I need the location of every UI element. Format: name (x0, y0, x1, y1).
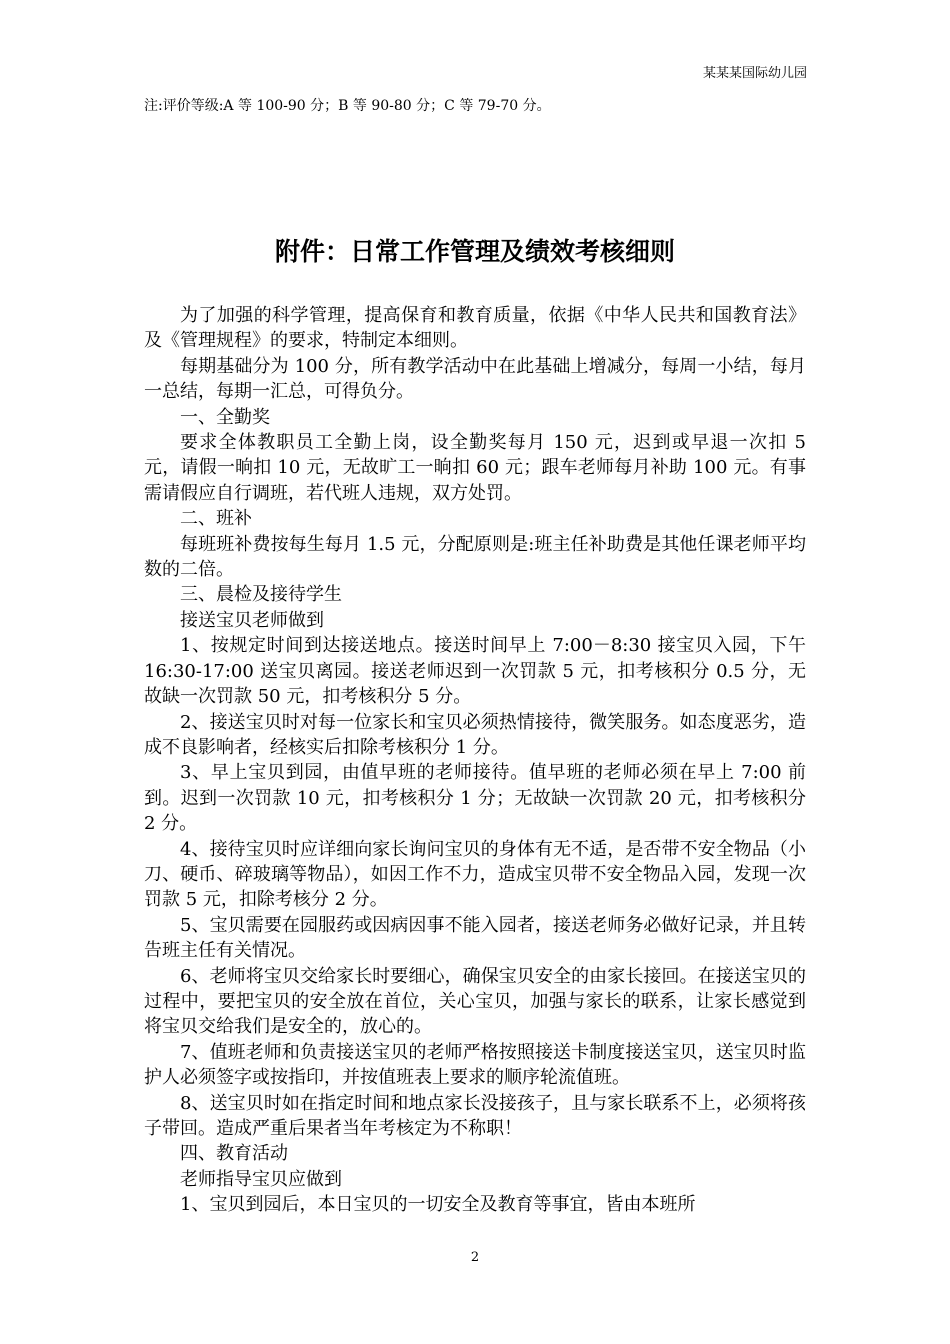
section-heading: 四、教育活动 (180, 1143, 288, 1165)
body-paragraph: 1、按规定时间到达接送地点。接送时间早上 7:00－8:30 接宝贝入园，下午 16:30-17:00 送宝贝离园。接送老师迟到一次罚款 5 元，扣考核积分 0.5 分，无故缺一次罚款 50 元，扣考核积分 5 分。 (144, 635, 806, 708)
body-paragraph: 7、值班老师和负责接送宝贝的老师严格按照接送卡制度接送宝贝，送宝贝时监护人必须签字或按指印，并按值班表上要求的顺序轮流值班。 (144, 1041, 806, 1089)
body-paragraph: 3、早上宝贝到园，由值早班的老师接待。值早班的老师必须在早上 7:00 前到。迟到一次罚款 10 元，扣考核积分 1 分；无故缺一次罚款 20 元，扣考核积分 2 分。 (144, 762, 806, 835)
body-paragraph: 6、老师将宝贝交给家长时要细心，确保宝贝安全的由家长接回。在接送宝贝的过程中，要把宝贝的安全放在首位，关心宝贝，加强与家长的联系，让家长感觉到将宝贝交给我们是安全的，放心的。 (144, 965, 806, 1038)
grading-note: 注:评价等级:A 等 100-90 分；B 等 90-80 分；C 等 79-70 分。 (144, 98, 551, 114)
header-organization: 某某某国际幼儿园 (702, 66, 807, 81)
body-paragraph: 为了加强的科学管理，提高保育和教育质量，依据《中华人民共和国教育法》及《管理规程》的要求，特制定本细则。 (144, 305, 806, 352)
subsection-heading: 老师指导宝贝应做到 (180, 1168, 342, 1190)
document-title: 附件：日常工作管理及绩效考核细则 (274, 237, 675, 266)
body-paragraph: 4、接待宝贝时应详细向家长询问宝贝的身体有无不适，是否带不安全物品（小刀、硬币、碎玻璃等物品），如因工作不力，造成宝贝带不安全物品入园，发现一次罚款 5 元，扣除考核分 2 分。 (144, 838, 806, 911)
document-body (144, 303, 806, 1218)
body-paragraph: 2、接送宝贝时对每一位家长和宝贝必须热情接待，微笑服务。如态度恶劣，造成不良影响者，经核实后扣除考核积分 1 分。 (144, 711, 806, 758)
body-paragraph: 8、送宝贝时如在指定时间和地点家长没接孩子，且与家长联系不上，必须将孩子带回。造成严重后果者当年考核定为不称职！ (144, 1092, 806, 1139)
body-paragraph: 1、宝贝到园后，本日宝贝的一切安全及教育等事宜，皆由本班所 (180, 1194, 696, 1216)
body-paragraph: 5、宝贝需要在园服药或因病因事不能入园者，接送老师务必做好记录，并且转告班主任有关情况。 (144, 914, 806, 962)
section-heading: 一、全勤奖 (180, 406, 270, 428)
section-heading: 三、晨检及接待学生 (180, 584, 342, 606)
body-paragraph: 每班班补费按每生每月 1.5 元，分配原则是:班主任补助费是其他任课老师平均数的二倍。 (144, 533, 806, 581)
body-paragraph: 要求全体教职员工全勤上岗，设全勤奖每月 150 元，迟到或早退一次扣 5 元，请假一晌扣 10 元，无故旷工一晌扣 60 元；跟车老师每月补助 100 元。有事需请假应自行调班，若代班人违规，双方处罚。 (144, 432, 806, 504)
subsection-heading: 接送宝贝老师做到 (180, 609, 324, 631)
body-paragraph: 每期基础分为 100 分，所有教学活动中在此基础上增减分，每周一小结，每月一总结，每期一汇总，可得负分。 (144, 355, 806, 403)
section-heading: 二、班补 (180, 508, 252, 530)
page-number: 2 (470, 1250, 480, 1265)
